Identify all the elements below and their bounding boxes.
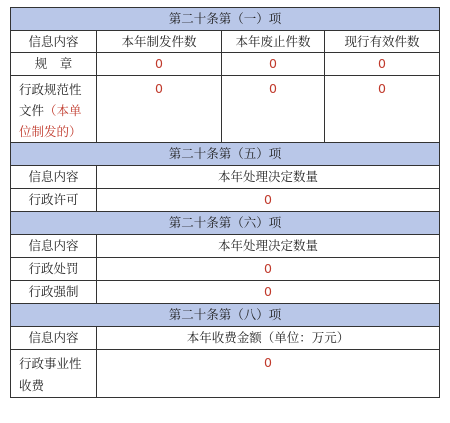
section-title: 第二十条第（八）项 bbox=[11, 304, 440, 327]
header-row bbox=[11, 327, 440, 350]
section-header-row bbox=[11, 8, 440, 31]
table-row bbox=[11, 53, 440, 76]
cell-value: 0 bbox=[97, 258, 440, 281]
column-header: 本年处理决定数量 bbox=[97, 166, 440, 189]
column-header: 本年处理决定数量 bbox=[97, 235, 440, 258]
section-title: 第二十条第（五）项 bbox=[11, 143, 440, 166]
section-title: 第二十条第（六）项 bbox=[11, 212, 440, 235]
header-row bbox=[11, 31, 440, 53]
row-label: 行政事业性收费 bbox=[11, 350, 97, 398]
cell-value: 0 bbox=[97, 76, 222, 143]
column-header: 本年废止件数 bbox=[222, 31, 325, 53]
column-header: 本年制发件数 bbox=[97, 31, 222, 53]
table-row bbox=[11, 350, 440, 398]
header-row bbox=[11, 166, 440, 189]
cell-value: 0 bbox=[325, 53, 440, 76]
disclosure-table bbox=[10, 7, 440, 398]
table-row bbox=[11, 189, 440, 212]
cell-value: 0 bbox=[222, 76, 325, 143]
column-header: 信息内容 bbox=[11, 327, 97, 350]
row-label: 行政强制 bbox=[11, 281, 97, 304]
column-header: 信息内容 bbox=[11, 31, 97, 53]
column-header: 现行有效件数 bbox=[325, 31, 440, 53]
header-row bbox=[11, 235, 440, 258]
section-header-row bbox=[11, 212, 440, 235]
section-title: 第二十条第（一）项 bbox=[11, 8, 440, 31]
column-header: 信息内容 bbox=[11, 166, 97, 189]
column-header: 本年收费金额（单位：万元） bbox=[97, 327, 440, 350]
row-label bbox=[11, 76, 97, 143]
row-label: 规 章 bbox=[11, 53, 97, 76]
cell-value: 0 bbox=[222, 53, 325, 76]
cell-value: 0 bbox=[97, 53, 222, 76]
section-header-row bbox=[11, 143, 440, 166]
column-header: 信息内容 bbox=[11, 235, 97, 258]
table-row bbox=[11, 281, 440, 304]
row-label: 行政许可 bbox=[11, 189, 97, 212]
row-label-note: （本单位制发的） bbox=[19, 103, 82, 139]
cell-value: 0 bbox=[325, 76, 440, 143]
cell-value: 0 bbox=[97, 281, 440, 304]
row-label: 行政处罚 bbox=[11, 258, 97, 281]
row-label-main: 行政规范性文件 bbox=[19, 82, 82, 118]
cell-value: 0 bbox=[97, 189, 440, 212]
cell-value: 0 bbox=[97, 350, 440, 398]
table-row bbox=[11, 258, 440, 281]
section-header-row bbox=[11, 304, 440, 327]
table-row bbox=[11, 76, 440, 143]
